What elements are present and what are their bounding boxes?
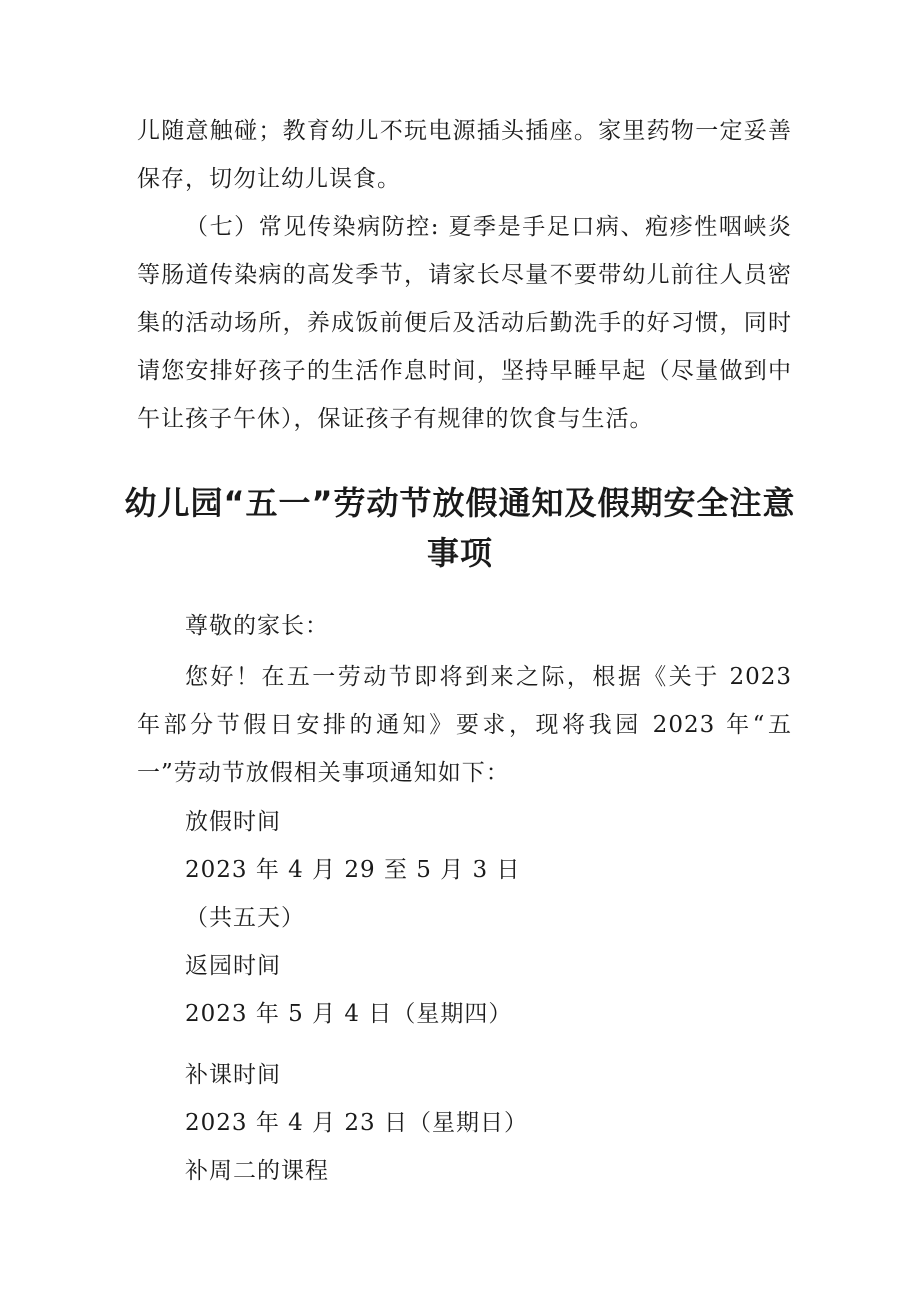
makeup-date: 2023 年 4 月 23 日（星期日） [185, 1110, 528, 1136]
holiday-total-days: （共五天） [185, 905, 305, 931]
makeup-course-note: 补周二的课程 [185, 1158, 329, 1184]
intro-paragraph: 您好！在五一劳动节即将到来之际，根据《关于 2023 年部分节假日安排的通知》要求，现将我园 2023 年“五一”劳动节放假相关事项通知如下： [137, 664, 792, 786]
holiday-time-label: 放假时间 [185, 809, 281, 835]
return-date: 2023 年 5 月 4 日（星期四） [185, 1001, 513, 1027]
disease-prevention-paragraph: （七）常见传染病防控: 夏季是手足口病、疱疹性咽峡炎等肠道传染病的高发季节，请家长尽量不要带幼儿前往人员密集的活动场所，养成饭前便后及活动后勤洗手的好习惯，同时请您安排好孩子的生活作息时间，坚持早睡早起（尽量做到中午让孩子午休），保证孩子有规律的饮食与生活。 [137, 214, 792, 432]
holiday-dates: 2023 年 4 月 29 至 5 月 3 日 [185, 857, 521, 883]
return-time-label: 返园时间 [185, 953, 281, 979]
makeup-time-label: 补课时间 [185, 1062, 281, 1088]
salutation: 尊敬的家长： [185, 613, 329, 639]
continued-paragraph: 儿随意触碰；教育幼儿不玩电源插头插座。家里药物一定妥善保存，切勿让幼儿误食。 [137, 118, 792, 192]
notice-title: 幼儿园“五一”劳动节放假通知及假期安全注意事项 [124, 484, 796, 572]
